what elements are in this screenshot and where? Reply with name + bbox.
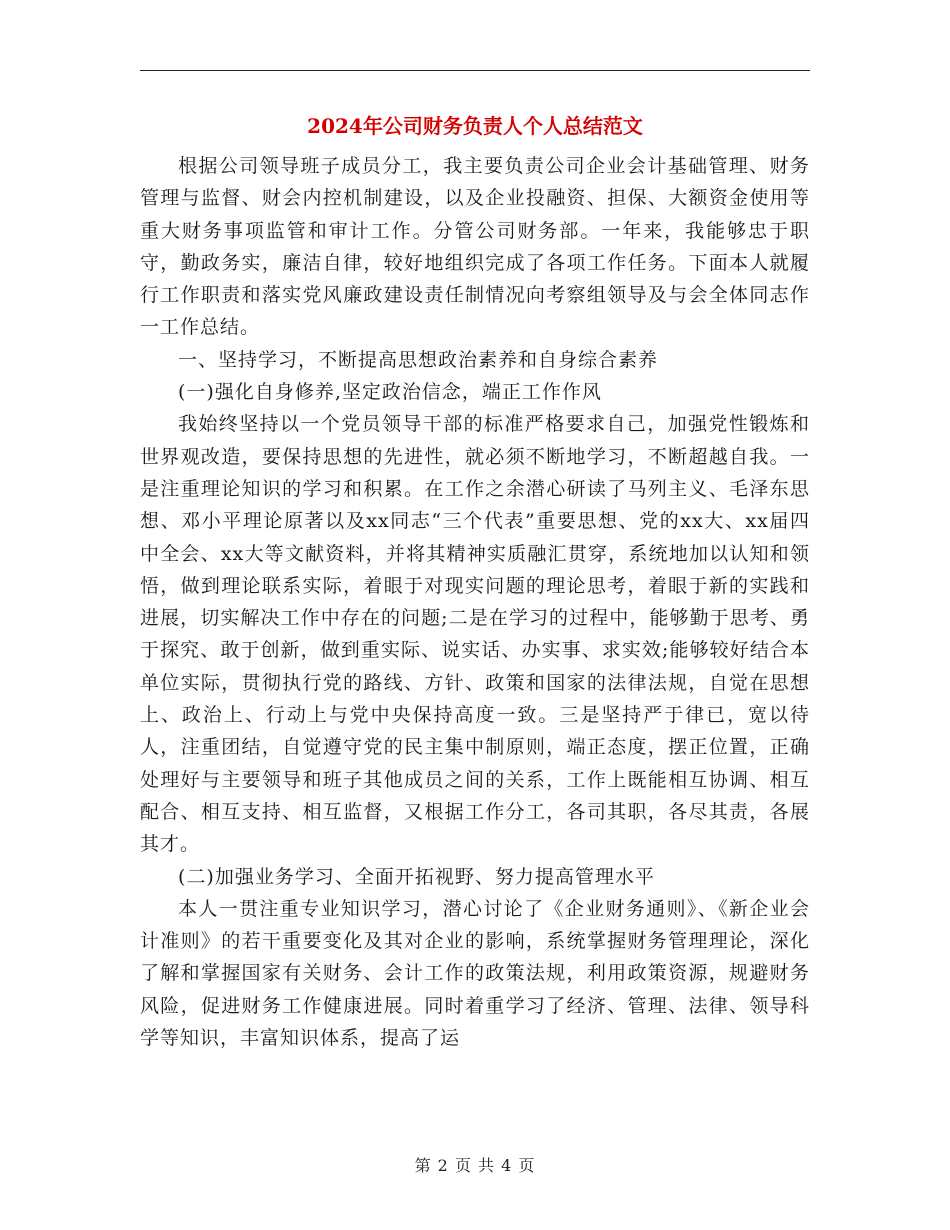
document-title: 2024年公司财务负责人个人总结范文 [307,114,643,138]
page-footer [0,1153,950,1176]
subsection-heading-1: (一)强化自身修养,坚定政治信念，端正工作作风 [178,381,602,404]
paragraph-intro: 根据公司领导班子成员分工，我主要负责公司企业会计基础管理、财务管理与监督、财会内控机制建设，以及企业投融资、担保、大额资金使用等重大财务事项监管和审计工作。分管公司财务部。一年来，我能够忠于职守，勤政务实，廉洁自律，较好地组织完成了各项工作任务。下面本人就履行工作职责和落实党风廉政建设责任制情况向考察组领导及与会全体同志作一工作总结。 [140,155,810,339]
section-heading-1: 一、坚持学习，不断提高思想政治素养和自身综合素养 [178,348,659,371]
header-rule [140,70,810,71]
paragraph-business: 本人一贯注重专业知识学习，潜心讨论了《企业财务通则》、《新企业会计准则》的若干重要变化及其对企业的影响，系统掌握财务管理理论，深化了解和掌握国家有关财务、会计工作的政策法规，利用政策资源，规避财务风险，促进财务工作健康进展。同时着重学习了经济、管理、法律、领导科学等知识，丰富知识体系，提高了运 [140,897,810,1050]
page-number: 第 2 页 共 4 页 [414,1156,536,1175]
paragraph-study: 我始终坚持以一个党员领导干部的标准严格要求自己，加强党性锻炼和世界观改造，要保持思想的先进性，就必须不断地学习，不断超越自我。一是注重理论知识的学习和积累。在工作之余潜心研读了马列主义、毛泽东思想、邓小平理论原著以及xx同志“三个代表”重要思想、党的xx大、xx届四中全会、xx大等文献资料，并将其精神实质融汇贯穿，系统地加以认知和领悟，做到理论联系实际，着眼于对现实问题的理论思考，着眼于新的实践和进展，切实解决工作中存在的问题;二是在学习的过程中，能够勤于思考、勇于探究、敢于创新，做到重实际、说实话、办实事、求实效;能够较好结合本单位实际，贯彻执行党的路线、方针、政策和国家的法律法规，自觉在思想上、政治上、行动上与党中央保持高度一致。三是坚持严于律已，宽以待人，注重团结，自觉遵守党的民主集中制原则，端正态度，摆正位置，正确处理好与主要领导和班子其他成员之间的关系，工作上既能相互协调、相互配合、相互支持、相互监督，又根据工作分工，各司其职，各尽其责，各展其才。 [140,413,810,856]
subsection-heading-2: (二)加强业务学习、全面开拓视野、努力提高管理水平 [178,865,655,888]
document-body [140,150,810,1054]
